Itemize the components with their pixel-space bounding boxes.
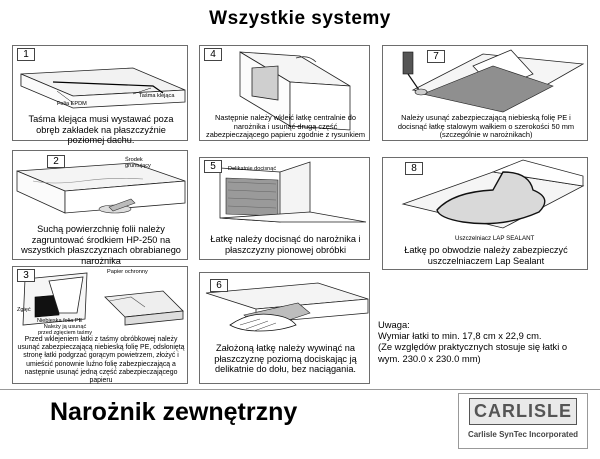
step-5-label-press: Delikatnie docisnąć [228, 166, 277, 172]
step-8-caption: Łatkę po obwodzie należy zabezpieczyć uszczelniaczem Lap Sealant [404, 245, 568, 266]
step-6-caption: Założoną łatkę należy wywinąć na płaszczyznę poziomą dociskając ją delikatnie do dołu, bez naciągania. [214, 343, 357, 375]
step-1-caption: Taśma klejąca musi wystawać poza obręb zakładek na płaszczyźnie poziomej dachu. [28, 114, 174, 146]
step-8-number: 8 [405, 162, 423, 175]
step-3-label-paper: Papier ochronny [107, 269, 148, 275]
step-1-panel [12, 45, 188, 146]
step-1-number: 1 [17, 48, 35, 61]
step-4-caption: Następnie należy wkleić łatkę centralnie do narożnika i usunąć drugą część zabezpieczającego papieru zgodnie z rysunkiem [206, 113, 365, 140]
step-3-label-pe-film: Niebieska folia PE [37, 318, 83, 324]
step-6-number: 6 [210, 279, 228, 292]
step-2-label-primer: Środek gruntujący [125, 157, 151, 170]
step-3-label-remove: Należy ją usunąć przed zgięciem taśmy [37, 324, 93, 337]
footer-title: Narożnik zewnętrzny [50, 398, 298, 426]
step-1-label-tape: Taśma klejąca [139, 93, 175, 99]
notes-line-2: (Ze względów praktycznych stosuje się łatki o wym. 230.0 x 230.0 mm) [378, 341, 568, 364]
step-8-label-sealant: Uszczelniacz LAP SEALANT [455, 235, 535, 242]
step-7-number: 7 [427, 50, 445, 63]
step-2-panel [12, 150, 188, 266]
page-title: Wszystkie systemy [209, 8, 391, 29]
step-2-caption: Suchą powierzchnię folii należy zagruntować środkiem HP-250 na wszystkich płaszczyznach obrabianego narożnika [21, 224, 181, 266]
carlisle-logo: CARLISLE [469, 398, 577, 425]
step-8-panel [382, 157, 588, 270]
brand-block [458, 393, 588, 449]
step-3-caption: Przed wklejeniem łatki z taśmy obróbkowej należy usunąć zabezpieczającą niebieską folię PE, odsłoniętą stronę łatki podgrzać gorącym powietrzem, złożyć i umieścić ponownie luźno folię zabezpieczającą a następnie usunąć jedną część zabezpieczającego papieru [17, 336, 185, 385]
notes-heading: Uwaga: [378, 319, 410, 330]
step-5-caption: Łatkę należy docisnąć do narożnika i płaszczyzny pionowej obróbki [210, 234, 361, 255]
step-2-number: 2 [47, 155, 65, 168]
step-5-panel [199, 157, 370, 260]
step-6-panel [199, 272, 370, 384]
step-3-panel [12, 266, 188, 384]
step-7-panel [382, 45, 588, 141]
step-5-number: 5 [204, 160, 222, 173]
notes-line-1: Wymiar łatki to min. 17,8 cm x 22,9 cm. [378, 330, 542, 342]
step-1-label-membrane: Folia EPDM [57, 101, 87, 107]
step-7-caption: Należy usunąć zabezpieczającą niebieską folię PE i docisnąć łatkę stalowym wałkiem o szerokości 50 mm (szczególnie w narożnikach) [397, 113, 575, 140]
step-4-number: 4 [204, 48, 222, 61]
step-4-panel [199, 45, 370, 141]
step-3-label-fold: Zgięć [17, 307, 31, 313]
step-3-number: 3 [17, 269, 35, 282]
brand-name: Carlisle SynTec Incorporated [467, 430, 579, 439]
notes-box [378, 319, 588, 364]
